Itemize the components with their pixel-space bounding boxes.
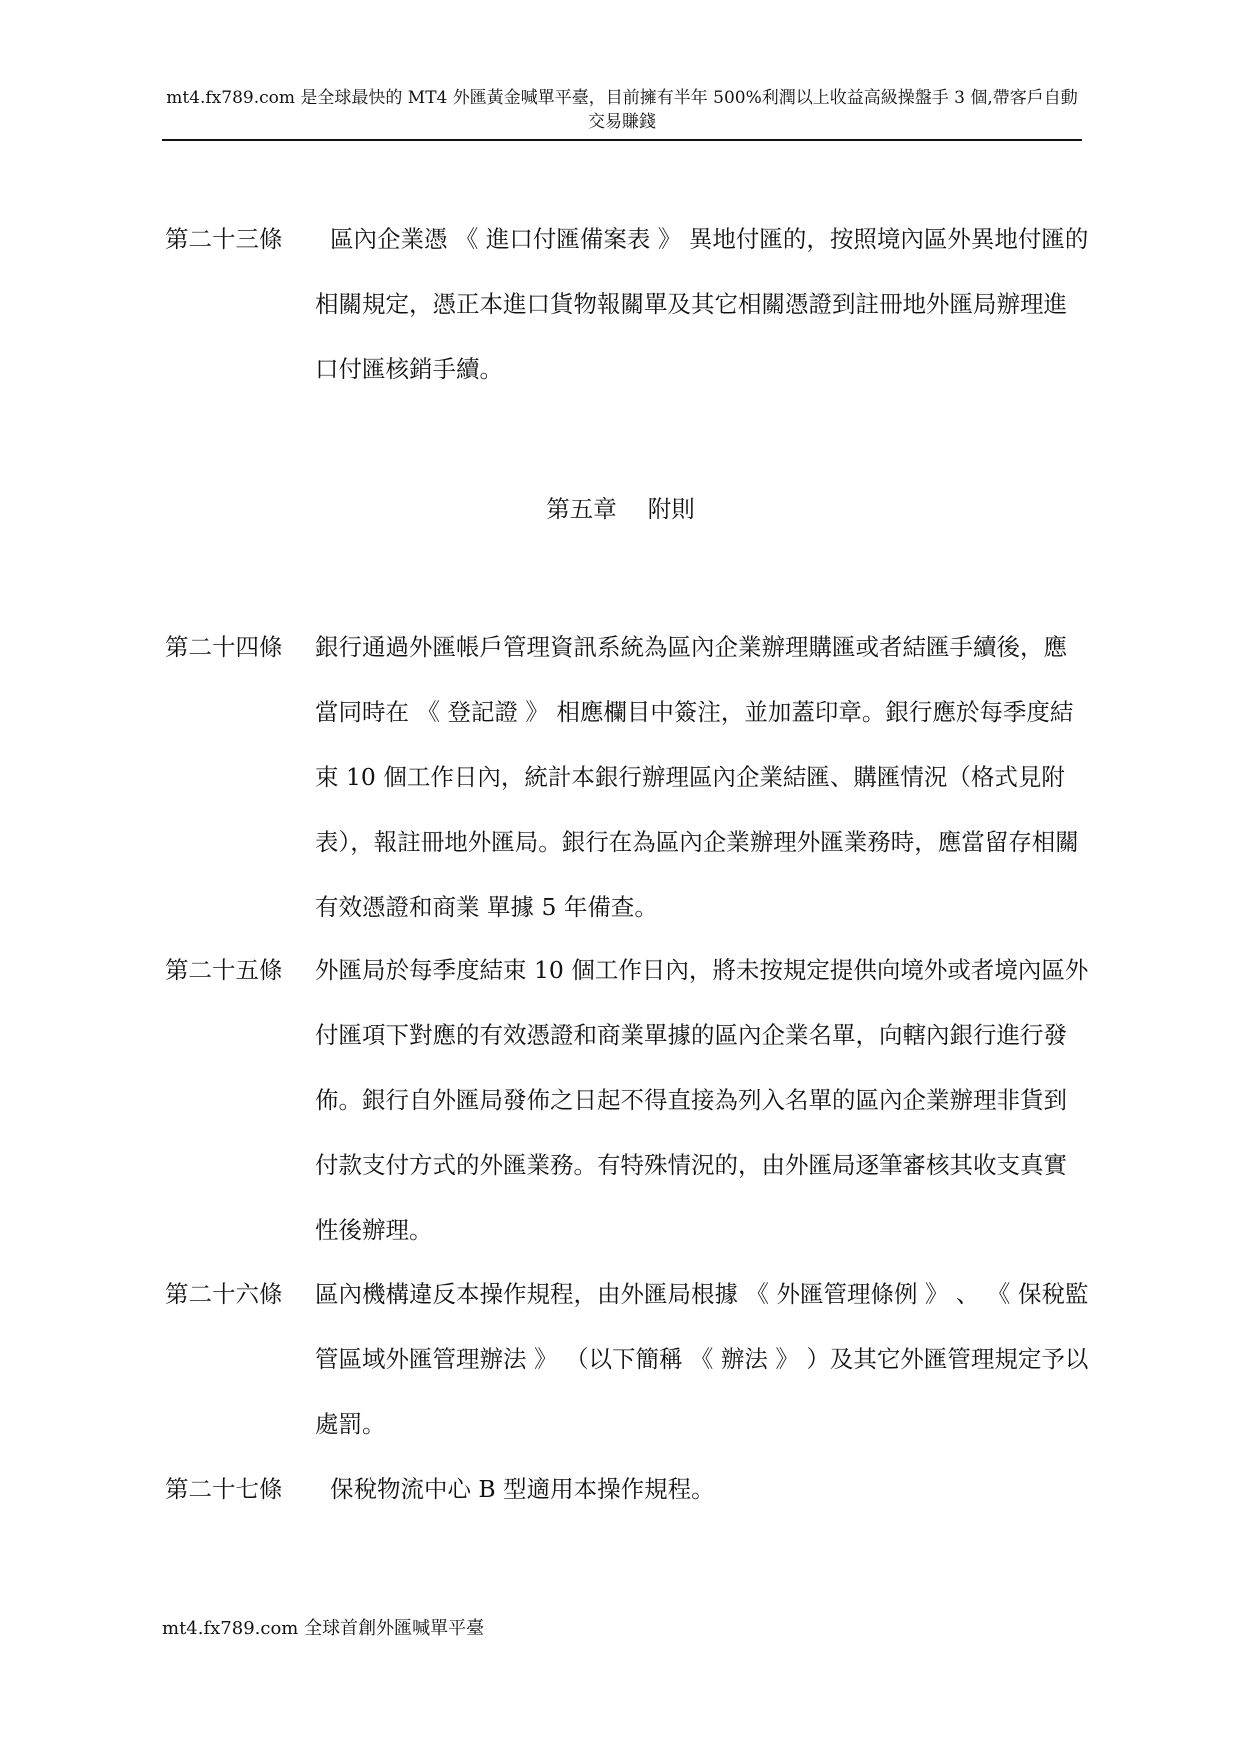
article-number: 第二十三條 bbox=[165, 225, 283, 253]
page-header: mt4.fx789.com 是全球最快的 MT4 外匯黃金喊單平臺，目前擁有半年 500%利潤以上收益高級操盤手 3 個,帶客戶自動交易賺錢 bbox=[166, 88, 1078, 132]
article-text: 銀行通過外匯帳戶管理資訊系統為區內企業辦理購匯或者結匯手續後，應當同時在 《 登記證 》 相應欄目中簽注，並加蓋印章。銀行應於每季度結束 10 個工作日內，統計本銀行辦理區內企業結匯、購匯情況（格式見附表），報註冊地外匯局。銀行在為區內企業辦理外匯業務時，應當留存相關有效憑證和商業 單據 5 年備查。 bbox=[315, 633, 1079, 921]
article-number: 第二十五條 bbox=[165, 956, 283, 984]
article-number: 第二十七條 bbox=[165, 1475, 283, 1503]
page-footer: mt4.fx789.com 全球首創外匯喊單平臺 bbox=[162, 1618, 485, 1639]
article-number: 第二十六條 bbox=[165, 1280, 283, 1308]
chapter-heading: 第五章 附則 bbox=[546, 495, 695, 523]
article-text: 區內機構違反本操作規程，由外匯局根據 《 外匯管理條例 》 、 《 保稅監管區域外匯管理辦法 》 （以下簡稱 《 辦法 》 ）及其它外匯管理規定予以處罰。 bbox=[315, 1280, 1089, 1438]
article-text: 保稅物流中心 B 型適用本操作規程。 bbox=[315, 1475, 715, 1503]
article-text: 外匯局於每季度結束 10 個工作日內，將未按規定提供向境外或者境內區外付匯項下對應的有效憑證和商業單據的區內企業名單，向轄內銀行進行發佈。銀行自外匯局發佈之日起不得直接為列入名單的區內企業辦理非貨到付款支付方式的外匯業務。有特殊情況的，由外匯局逐筆審核其收支真實性後辦理。 bbox=[315, 956, 1089, 1244]
article-text: 區內企業憑 《 進口付匯備案表 》 異地付匯的，按照境內區外異地付匯的相關規定，憑正本進口貨物報關單及其它相關憑證到註冊地外匯局辦理進口付匯核銷手續。 bbox=[315, 225, 1089, 383]
article-number: 第二十四條 bbox=[165, 633, 283, 661]
header-rule bbox=[162, 139, 1082, 141]
